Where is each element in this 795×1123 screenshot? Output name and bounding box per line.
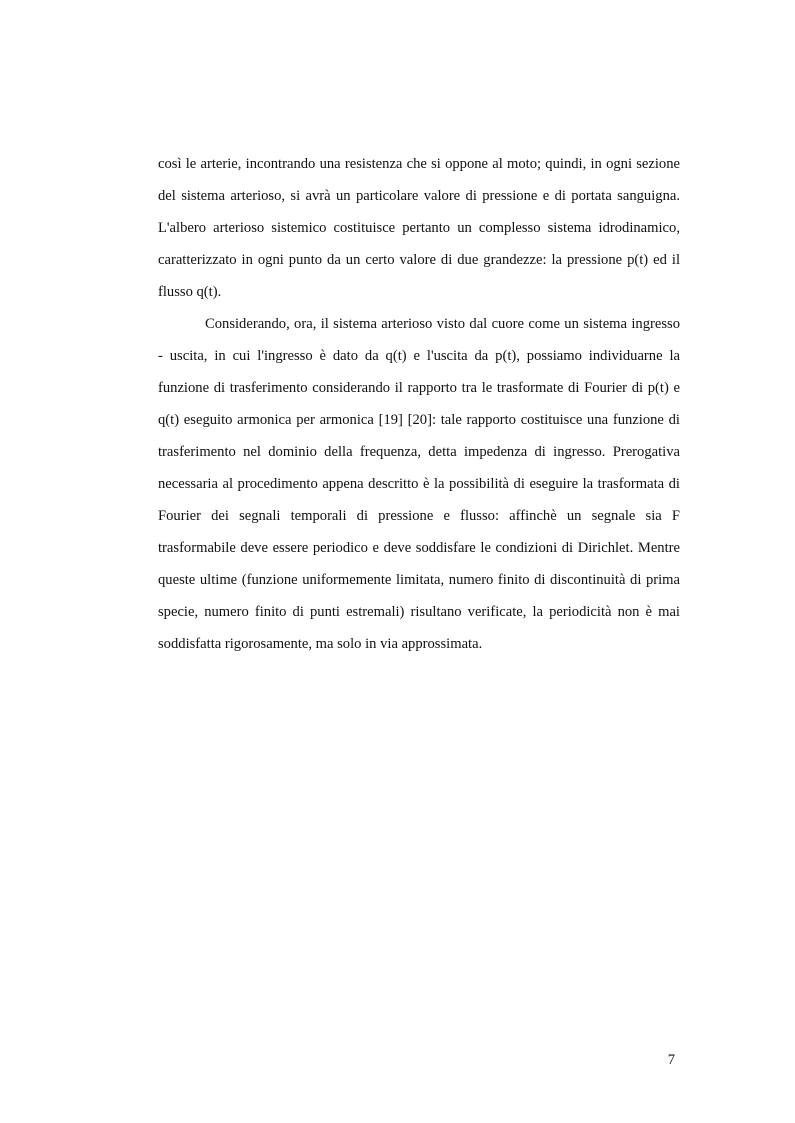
paragraph-2: Considerando, ora, il sistema arterioso visto dal cuore come un sistema ingresso - uscita, in cui l'ingresso è dato da q(t) e l'uscita da p(t), possiamo individuarne la funzione di trasferimento considerando il rapporto tra le trasformate di Fourier di p(t) e q(t) eseguito armonica per armonica [19] [20]: tale rapporto costituisce una funzione di trasferimento nel dominio della frequenza, detta impedenza di ingresso. Prerogativa necessaria al procedimento appena descritto è la possibilità di eseguire la trasformata di Fourier dei segnali temporali di pressione e flusso: affinchè un segnale sia F trasformabile deve essere periodico e deve soddisfare le condizioni di Dirichlet. Mentre queste ultime (funzione uniformemente limitata, numero finito di discontinuità di prima specie, numero finito di punti estremali) risultano verificate, la periodicità non è mai soddisfatta rigorosamente, ma solo in via approssimata.	[158, 316, 680, 652]
paragraph-1: così le arterie, incontrando una resistenza che si oppone al moto; quindi, in ogni sezione del sistema arterioso, si avrà un particolare valore di pressione e di portata sanguigna. L'albero arterioso sistemico costituisce pertanto un complesso sistema idrodinamico, caratterizzato in ogni punto da un certo valore di due grandezze: la pressione p(t) ed il flusso q(t).	[158, 156, 680, 300]
page-number: 7	[667, 1052, 675, 1068]
body-text	[158, 148, 680, 660]
